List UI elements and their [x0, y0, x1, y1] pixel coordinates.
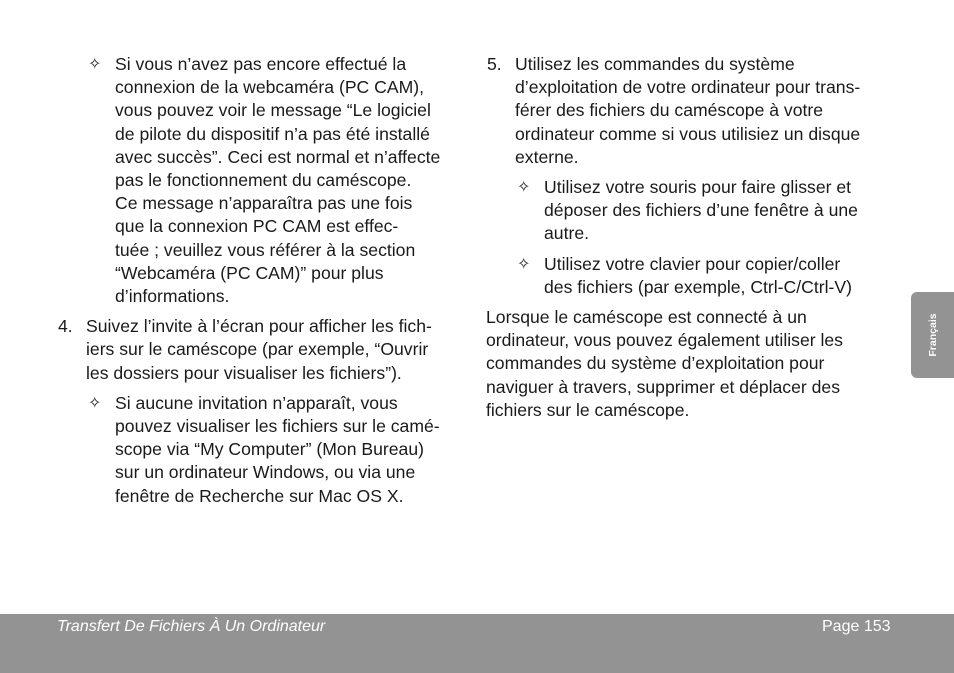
text-line: externe.	[515, 146, 579, 167]
right-column	[486, 53, 896, 422]
text-line: Utilisez votre souris pour faire glisser et	[544, 177, 852, 198]
text-line: d’exploitation de votre ordinateur pour trans-	[515, 77, 861, 98]
text-line: autre.	[544, 223, 589, 244]
text-line: Utilisez votre clavier pour copier/coller	[544, 253, 841, 274]
text-line: vous pouvez voir le message “Le logiciel	[115, 100, 431, 121]
language-label: Français	[926, 313, 939, 357]
bullet-star-icon: ✧	[88, 394, 102, 412]
text-line: d’informations.	[115, 286, 230, 307]
footer-section-title: Transfert De Fichiers À Un Ordinateur	[57, 618, 326, 635]
text-line: des fichiers (par exemple, Ctrl-C/Ctrl-V)	[544, 276, 852, 297]
text-line: Suivez l’invite à l’écran pour afficher les fich-	[86, 316, 432, 337]
bullet-item-no-prompt	[57, 392, 469, 508]
step-4	[57, 315, 469, 385]
language-side-tab	[911, 292, 954, 378]
text-line: Ce message n’apparaîtra pas une fois	[115, 193, 413, 214]
text-line: Si aucune invitation n’apparaît, vous	[115, 392, 398, 413]
left-column	[57, 53, 469, 508]
page-footer	[0, 614, 954, 673]
text-line: pouvez visualiser les fichiers sur le camé-	[115, 416, 440, 437]
text-line: Si vous n’avez pas encore effectué la	[115, 54, 407, 74]
step-5	[486, 53, 896, 169]
text-line: que la connexion PC CAM est effec-	[115, 216, 399, 237]
connected-paragraph	[486, 306, 896, 422]
step-number: 5.	[487, 54, 502, 74]
bullet-star-icon: ✧	[517, 179, 531, 197]
bullet-item-keyboard	[486, 253, 896, 299]
text-line: iers sur le caméscope (par exemple, “Ouvrir	[86, 339, 429, 360]
text-line: Lorsque le caméscope est connecté à un	[486, 307, 807, 328]
text-line: commandes du système d’exploitation pour	[486, 353, 825, 374]
text-line: connexion de la webcaméra (PC CAM),	[115, 77, 424, 98]
page-number: Page 153	[822, 618, 891, 635]
text-line: avec succès”. Ceci est normal et n’affecte	[115, 146, 441, 167]
text-line: tuée ; veuillez vous référer à la section	[115, 239, 416, 260]
bullet-star-icon: ✧	[88, 56, 102, 73]
text-line: scope via “My Computer” (Mon Bureau)	[115, 439, 424, 460]
step-number: 4.	[58, 316, 73, 337]
text-line: Utilisez les commandes du système	[515, 54, 795, 74]
text-line: ordinateur comme si vous utilisiez un disque	[515, 123, 861, 144]
text-line: fichiers sur le caméscope.	[486, 399, 690, 420]
text-line: ordinateur, vous pouvez également utiliser les	[486, 330, 843, 351]
text-line: pas le fonctionnement du caméscope.	[115, 170, 412, 191]
bullet-item-driver-message	[57, 53, 469, 308]
text-line: fenêtre de Recherche sur Mac OS X.	[115, 485, 404, 506]
text-line: sur un ordinateur Windows, ou via une	[115, 462, 416, 483]
text-line: “Webcaméra (PC CAM)” pour plus	[115, 262, 384, 283]
text-line: de pilote du dispositif n’a pas été installé	[115, 123, 430, 144]
bullet-item-mouse	[486, 176, 896, 246]
text-line: naviguer à travers, supprimer et déplacer des	[486, 376, 841, 397]
text-line: déposer des fichiers d’une fenêtre à une	[544, 200, 858, 221]
bullet-star-icon: ✧	[517, 255, 531, 273]
text-line: les dossiers pour visualiser les fichiers”).	[86, 362, 402, 383]
text-line: férer des fichiers du caméscope à votre	[515, 100, 824, 121]
